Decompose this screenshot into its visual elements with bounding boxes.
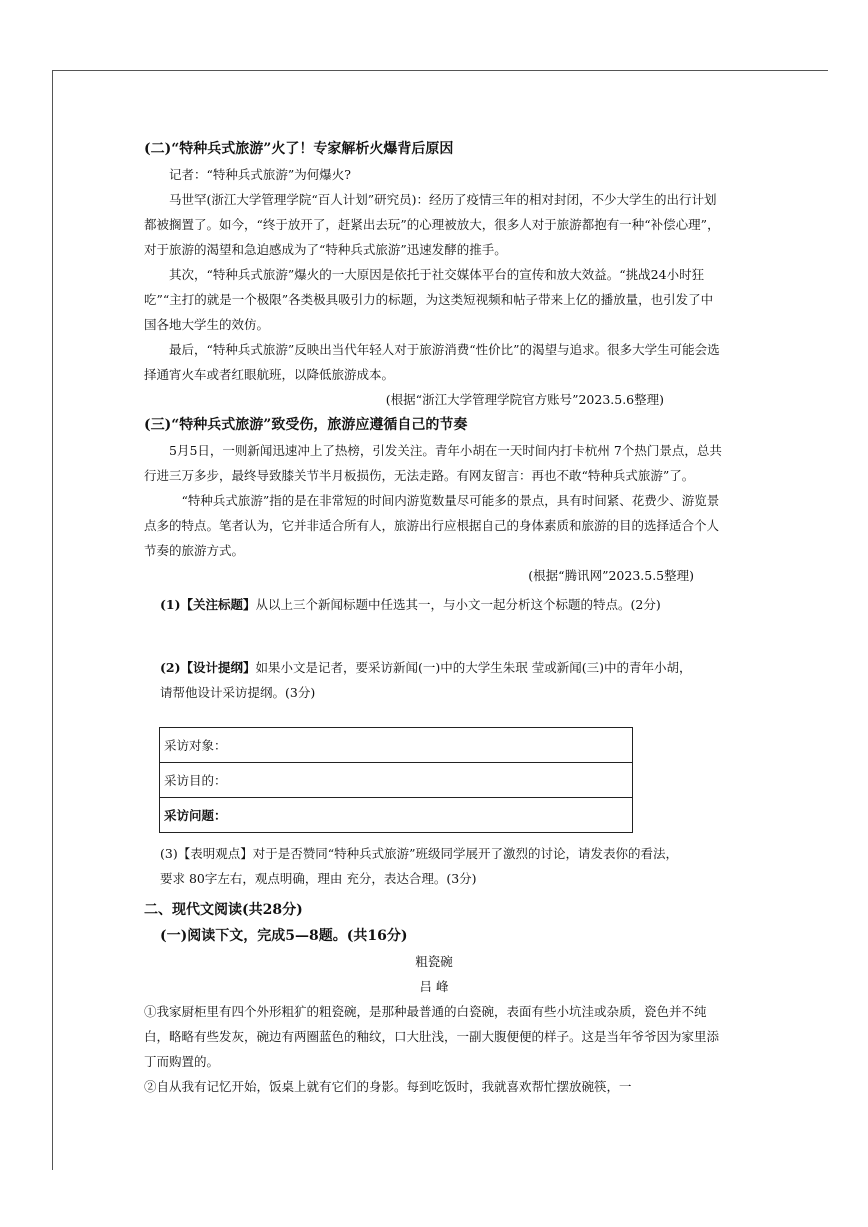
interview-purpose-cell[interactable]: 采访目的： xyxy=(160,763,633,798)
news2-para-2: 马世罕(浙江大学管理学院“百人计划”研究员)：经历了疫情三年的相对封闭，不少大学生的出行计划都被搁置了。如今，“终于放开了，赶紧出去玩”的心理被放大，很多人对于旅游都抱有一种“补偿心理”，对于旅游的渴望和急迫感成为了“特种兵式旅游”迅速发酵的推手。 xyxy=(144,192,720,257)
news3-heading: (三)“特种兵式旅游”致受伤，旅游应遵循自己的节奏 xyxy=(144,417,468,433)
news3-source: (根据“腾讯网”2023.5.5整理) xyxy=(528,568,694,583)
question-3 xyxy=(144,841,724,866)
table-row xyxy=(160,763,633,798)
question-1 xyxy=(144,592,724,617)
question-2 xyxy=(144,655,724,680)
answer-space-1 xyxy=(144,617,724,655)
article-para-1: ①我家厨柜里有四个外形粗犷的粗瓷碗，是那种最普通的白瓷碗，表面有些小坑洼或杂质，瓷色并不纯白，略略有些发灰，碗边有两圈蓝色的釉纹，口大肚浅，一副大腹便便的样子。这是当年爷爷因为家里添丁而购置的。 xyxy=(144,1004,720,1069)
question-3-continued: 要求 80字左右，观点明确，理由 充分，表达合理。(3分) xyxy=(160,871,477,886)
question-1-text: 从以上三个新闻标题中任选其一，与小文一起分析这个标题的特点。(2分) xyxy=(255,597,661,612)
section-2-subtitle: (一)阅读下文，完成5—8题。(共16分) xyxy=(160,928,408,944)
question-3-number: (3) xyxy=(160,846,178,861)
table-row xyxy=(160,798,633,833)
section-2-title: 二、现代文阅读(共28分) xyxy=(144,902,303,918)
question-1-tag: 【关注标题】 xyxy=(180,597,256,612)
document-body xyxy=(144,136,724,1099)
news2-para-1: 记者：“特种兵式旅游”为何爆火? xyxy=(169,167,351,182)
article-author: 吕 峰 xyxy=(419,979,449,994)
answer-space-2 xyxy=(144,705,724,727)
question-3-tag: 【表明观点】 xyxy=(177,846,253,861)
table-row xyxy=(160,728,633,763)
interview-questions-cell[interactable]: 采访问题： xyxy=(160,798,633,833)
news2-source: (根据“浙江大学管理学院官方账号”2023.5.6整理) xyxy=(385,392,664,407)
news2-para-4: 最后，“特种兵式旅游”反映出当代年轻人对于旅游消费“性价比”的渴望与追求。很多大学生可能会选择通宵火车或者红眼航班，以降低旅游成本。 xyxy=(144,342,720,382)
news2-heading: (二)“特种兵式旅游”火了！专家解析火爆背后原因 xyxy=(144,141,454,157)
question-2-tag: 【设计提纲】 xyxy=(180,660,256,675)
page-left-border xyxy=(52,70,53,1170)
question-2-continued: 请帮他设计采访提纲。(3分) xyxy=(160,685,316,700)
question-1-number: (1) xyxy=(160,597,181,612)
news2-para-3: 其次，“特种兵式旅游”爆火的一大原因是依托于社交媒体平台的宣传和放大效益。“挑战24小时狂吃”“主打的就是一个极限”各类极具吸引力的标题，为这类短视频和帖子带来上亿的播放量，也引发了中国各地大学生的效仿。 xyxy=(144,267,714,332)
article-title: 粗瓷碗 xyxy=(415,954,453,969)
article-para-2: ②自从我有记忆开始，饭桌上就有它们的身影。每到吃饭时，我就喜欢帮忙摆放碗筷，一 xyxy=(144,1079,632,1094)
news3-para-1: 5月5日，一则新闻迅速冲上了热榜，引发关注。青年小胡在一天时间内打卡杭州 7个热门景点，总共行进三万多步，最终导致膝关节半月板损伤，无法走路。有网友留言：再也不敢“特种兵式旅游”了。 xyxy=(144,443,722,483)
interview-subject-cell[interactable]: 采访对象： xyxy=(160,728,633,763)
interview-outline-table xyxy=(159,727,633,833)
page-top-border xyxy=(52,70,828,71)
question-3-text: 对于是否赞同“特种兵式旅游”班级同学展开了激烈的讨论，请发表你的看法， xyxy=(252,846,679,861)
news3-para-2: “特种兵式旅游”指的是在非常短的时间内游览数量尽可能多的景点，具有时间紧、花费少、游览景点多的特点。笔者认为，它并非适合所有人，旅游出行应根据自己的身体素质和旅游的目的选择适合个人节奏的旅游方式。 xyxy=(144,493,720,558)
question-2-number: (2) xyxy=(160,660,181,675)
question-2-text: 如果小文是记者，要采访新闻(一)中的大学生朱珉 莹或新闻(三)中的青年小胡， xyxy=(255,660,692,675)
